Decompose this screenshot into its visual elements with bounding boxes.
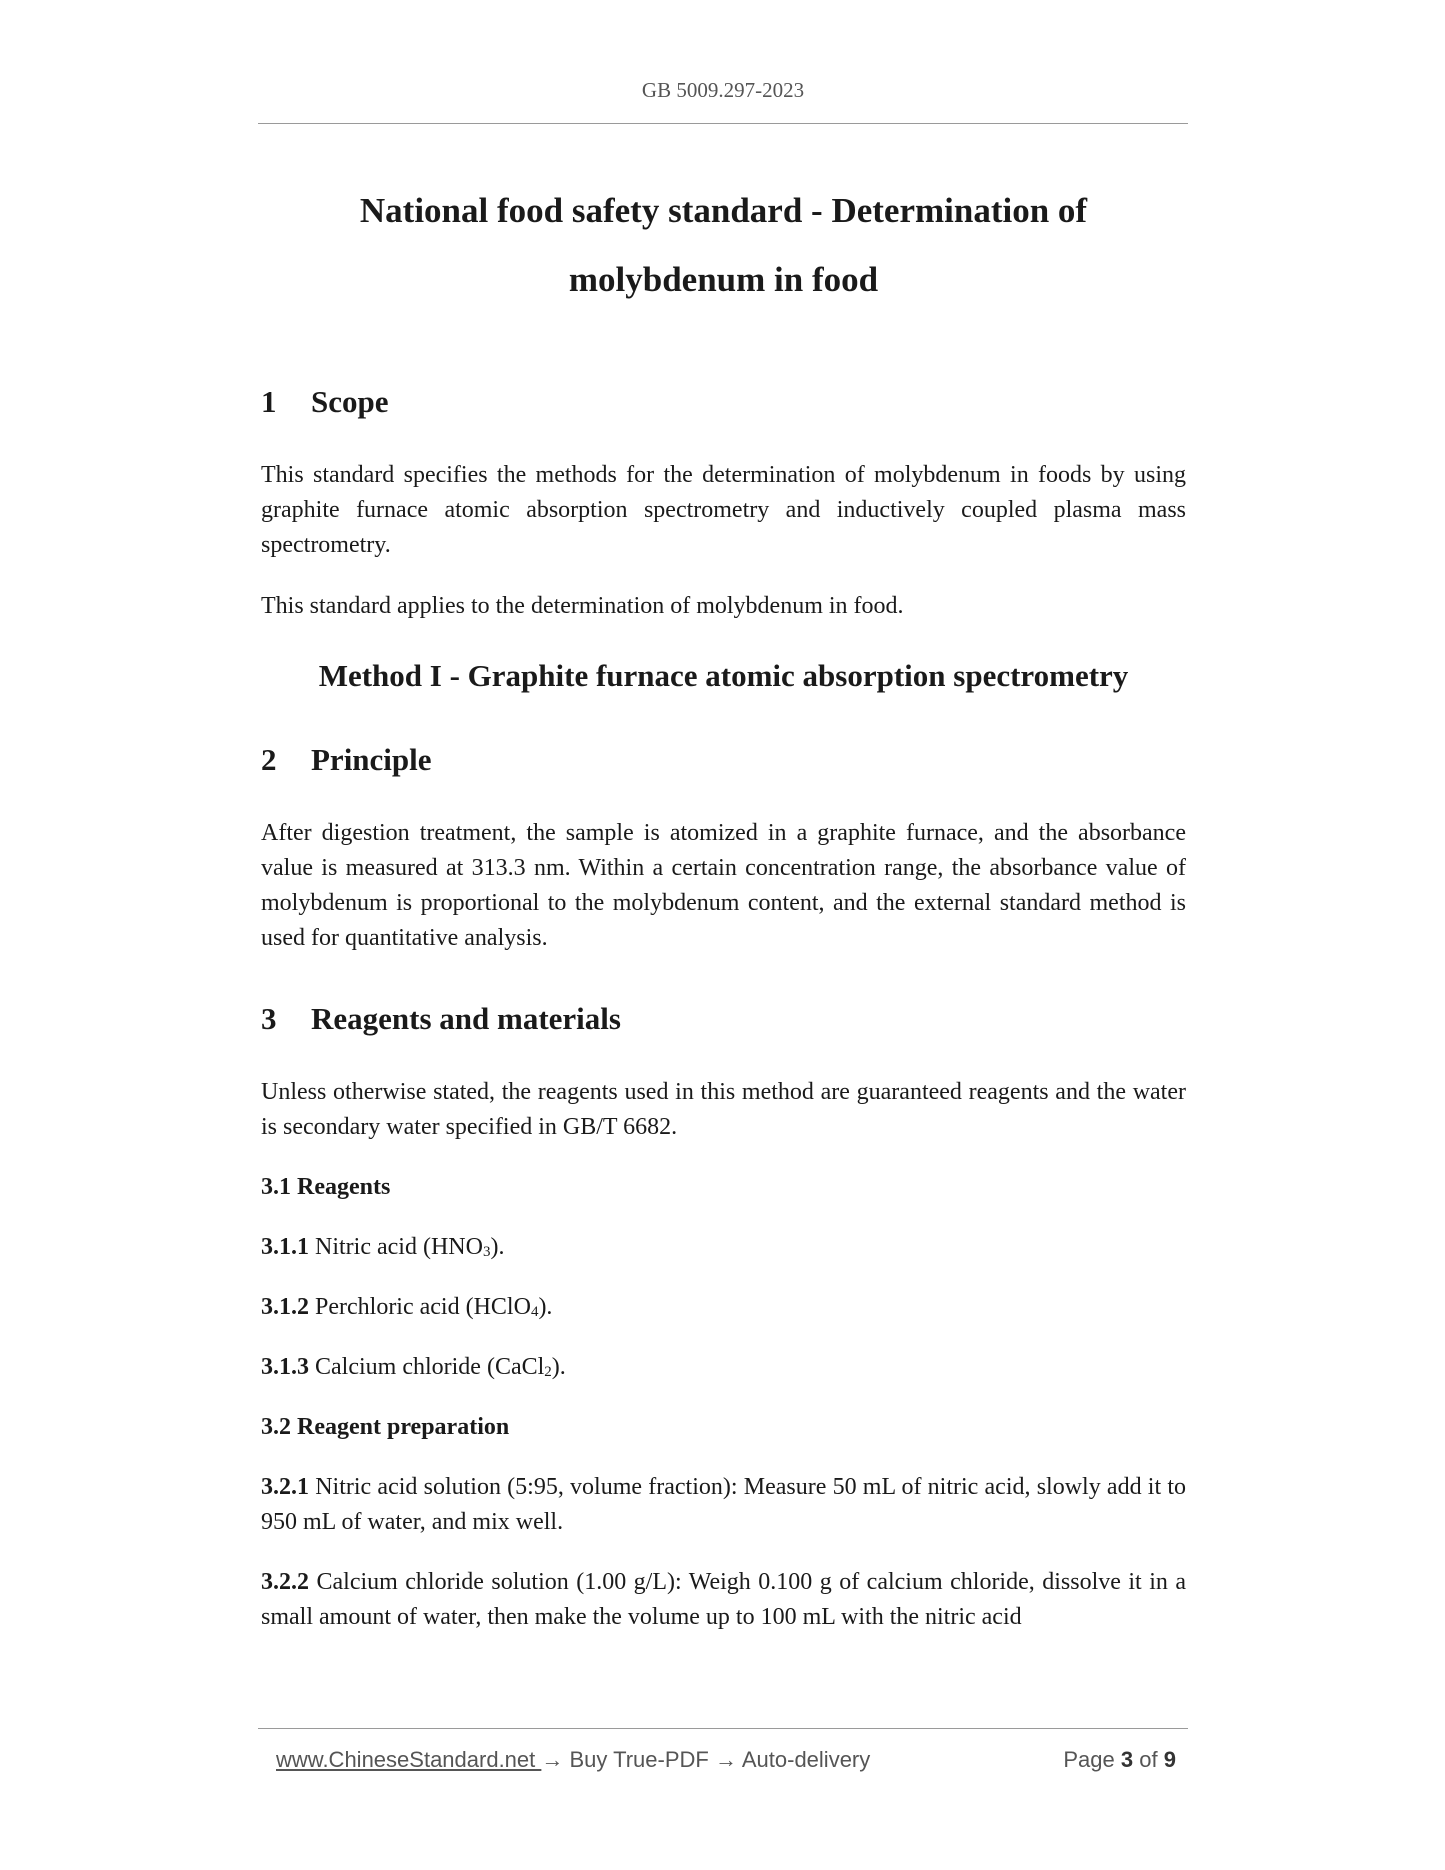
- header-divider: [258, 123, 1188, 124]
- method-heading: Method I - Graphite furnace atomic absorption spectrometry: [318, 658, 1129, 693]
- principle-paragraph: After digestion treatment, the sample is atomized in a graphite furnace, and the absorbance value is measured at 313.3 nm. Within a certain concentration range, the absorbance value of molybdenum is proportional to the molybdenum content, and the external standard method is used for quantitative analysis.: [261, 820, 1186, 951]
- section-title: Principle: [311, 742, 432, 777]
- section-principle-heading: [261, 742, 1186, 778]
- item-text: Calcium chloride (CaCl: [315, 1354, 545, 1380]
- footer-divider: [258, 1728, 1188, 1729]
- item-number: 3.1.3: [261, 1354, 309, 1380]
- page-number: [1063, 1747, 1176, 1773]
- reagent-item: [261, 1230, 1186, 1265]
- page-label: Page: [1063, 1747, 1115, 1772]
- page-current: 3: [1120, 1747, 1134, 1772]
- page-content: [261, 176, 1186, 1635]
- section-number: 3: [261, 1001, 277, 1036]
- reagent-item: [261, 1290, 1186, 1325]
- section-scope-heading: [261, 384, 1186, 420]
- document-title-line2: molybdenum in food: [568, 260, 879, 299]
- item-number: 3.2.2: [261, 1569, 309, 1595]
- footer-links: [276, 1747, 870, 1773]
- section-reagents-heading: [261, 1001, 1186, 1037]
- item-tail: ).: [538, 1294, 553, 1320]
- section-number: 1: [261, 384, 277, 419]
- item-number: 3.2.1: [261, 1474, 309, 1500]
- scope-paragraph-1: This standard specifies the methods for the determination of molybdenum in foods by using graphite furnace atomic absorption spectrometry and inductively coupled plasma mass spectrometry.: [261, 462, 1186, 558]
- item-text: Calcium chloride solution (1.00 g/L): Weigh 0.100 g of calcium chloride, dissolve it in a small amount of water, then make the volume up to 100 mL with the nitric acid: [261, 1569, 1186, 1630]
- item-text: Perchloric acid (HClO: [315, 1294, 531, 1320]
- footer-links-tail: → Buy True-PDF → Auto-delivery: [541, 1747, 871, 1772]
- item-text: Nitric acid (HNO: [315, 1234, 483, 1260]
- section-title: Scope: [311, 384, 389, 419]
- item-tail: ).: [490, 1234, 505, 1260]
- reagent-item: [261, 1350, 1186, 1385]
- page-of: of: [1139, 1747, 1158, 1772]
- page-header: GB 5009.297-2023: [641, 78, 805, 102]
- scope-paragraph-2: This standard applies to the determination of molybdenum in food.: [261, 593, 904, 619]
- item-text: Nitric acid solution (5:95, volume fraction): Measure 50 mL of nitric acid, slowly add it to 950 mL of water, and mix well.: [261, 1474, 1187, 1535]
- item-subscript: 2: [544, 1364, 552, 1380]
- page-footer: [276, 1747, 1176, 1773]
- item-number: 3.1.2: [261, 1294, 309, 1320]
- chinesestandard-link[interactable]: www.ChineseStandard.net: [276, 1747, 542, 1772]
- item-tail: ).: [551, 1354, 566, 1380]
- item-subscript: 3: [482, 1244, 491, 1260]
- reagent-preparation-subheading: 3.2 Reagent preparation: [261, 1414, 510, 1440]
- section-title: Reagents and materials: [311, 1001, 621, 1036]
- reagents-subheading: 3.1 Reagents: [261, 1174, 391, 1200]
- item-number: 3.1.1: [261, 1234, 309, 1260]
- section-number: 2: [261, 742, 277, 777]
- document-title-line1: National food safety standard - Determination of: [359, 191, 1088, 230]
- page-total: 9: [1163, 1747, 1176, 1772]
- preparation-item: [261, 1470, 1186, 1540]
- item-subscript: 4: [530, 1304, 539, 1320]
- reagents-paragraph: Unless otherwise stated, the reagents used in this method are guaranteed reagents and the water is secondary water specified in GB/T 6682.: [261, 1079, 1186, 1140]
- preparation-item: [261, 1565, 1186, 1635]
